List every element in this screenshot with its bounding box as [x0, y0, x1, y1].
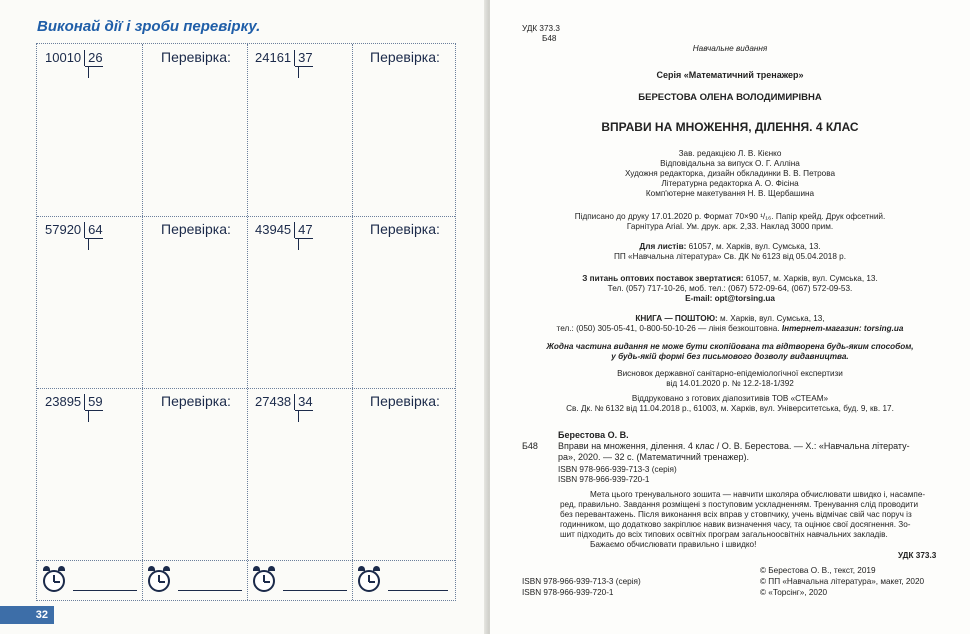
copyright-warning: у будь-якій формі без письмового дозволу видавництва. — [611, 352, 849, 361]
division-problem: 23895 59 — [45, 394, 103, 411]
division-problem: 57920 64 — [45, 222, 103, 239]
right-page — [490, 0, 970, 634]
copyright-warning: Жодна частина видання не може бути скопійована та відтворена будь-яким способом, — [546, 342, 914, 351]
check-label: Перевірка: — [161, 221, 231, 237]
exercise-grid — [36, 43, 456, 601]
alarm-clock-icon — [253, 566, 353, 596]
annotation: шит підходить до всіх типових освітніх програм загальноосвітніх навчальних закладів. — [560, 530, 888, 539]
phones: Тел. (057) 717-10-26, моб. тел.: (067) 572-09-64, (067) 572-09-53. — [607, 284, 853, 293]
annotation: ред, правильно. Завдання розміщені з поступовим ускладненням. Тренування слід проводити — [560, 500, 919, 509]
grid-divider — [247, 44, 248, 600]
udk-bottom: УДК 373.3 — [898, 551, 937, 560]
mail-order: КНИГА — ПОШТОЮ: м. Харків, вул. Сумська, 13, — [635, 314, 825, 323]
credit-line: Зав. редакцією Л. В. Кієнко — [678, 149, 782, 158]
check-label: Перевірка: — [370, 49, 440, 65]
time-answer-line[interactable] — [388, 590, 448, 591]
copyright-line: © ПП «Навчальна література», макет, 2020 — [760, 577, 925, 586]
check-label: Перевірка: — [370, 393, 440, 409]
grid-divider — [37, 388, 455, 389]
alarm-clock-icon — [148, 566, 248, 596]
annotation: годинником, що додатково закріплює навик визначення часу, та оцінює свої досягнення. Зо- — [560, 520, 911, 529]
grid-divider — [37, 216, 455, 217]
annotation: без перевантажень. Після виконання всіх вправ у стовпчику, учень відмічає свій час поруч із — [560, 510, 912, 519]
isbn-book-bottom: ISBN 978-966-939-720-1 — [522, 588, 614, 597]
division-problem: 27438 34 — [255, 394, 313, 411]
time-answer-line[interactable] — [178, 590, 242, 591]
letters-address: Для листів: 61057, м. Харків, вул. Сумська, 13. — [639, 242, 821, 251]
isbn-book: ISBN 978-966-939-720-1 — [558, 475, 650, 484]
printing-info: Віддруковано з готових діапозитивів ТОВ «СТЕАМ» — [631, 394, 829, 403]
book-title: ВПРАВИ НА МНОЖЕННЯ, ДІЛЕННЯ. 4 КЛАС — [601, 120, 859, 134]
page-number: 32 — [0, 606, 54, 624]
annotation: Мета цього тренувального зошита — навчити школяра обчислювати швидко і, насампе- — [590, 490, 926, 499]
series-title: Серія «Математичний тренажер» — [656, 70, 804, 80]
credit-line: Літературна редакторка А. О. Фісіна — [661, 179, 799, 188]
division-problem: 43945 47 — [255, 222, 313, 239]
print-info: Підписано до друку 17.01.2020 р. Формат 70×90 ¹/₁₆. Папір крейд. Друк офсетний. — [574, 212, 886, 221]
grid-divider — [37, 560, 455, 561]
check-label: Перевірка: — [161, 393, 231, 409]
catalog-author: Берестова О. В. — [558, 430, 629, 440]
sanitary-info: від 14.01.2020 р. № 12.2-18-1/392 — [666, 379, 794, 388]
wholesale-contact: З питань оптових поставок звертатися: 61057, м. Харків, вул. Сумська, 13. — [582, 274, 878, 283]
check-label: Перевірка: — [161, 49, 231, 65]
credit-line: Художня редакторка, дизайн обкладинки В. В. Петрова — [624, 169, 836, 178]
division-problem: 10010 26 — [45, 50, 103, 67]
copyright-line: © «Торсінг», 2020 — [760, 588, 828, 597]
alarm-clock-icon — [43, 566, 143, 596]
alarm-clock-icon — [358, 566, 454, 596]
mail-phones: тел.: (050) 305-05-41, 0-800-50-10-26 — лінія безкоштовна. Інтернет-магазин: torsing.ua — [556, 324, 904, 333]
grid-divider — [352, 44, 353, 600]
author-name: БЕРЕСТОВА ОЛЕНА ВОЛОДИМИРІВНА — [638, 92, 822, 103]
print-info: Гарнітура Arial. Ум. друк. арк. 2,33. Наклад 3000 прим. — [626, 222, 834, 231]
publisher-line: ПП «Навчальна література» Св. ДК № 6123 від 05.04.2018 р. — [613, 252, 847, 261]
credit-line: Комп'ютерне макетування Н. В. Щербашина — [645, 189, 815, 198]
sanitary-info: Висновок державної санітарно-епідеміологічної експертизи — [617, 369, 843, 378]
check-label: Перевірка: — [370, 221, 440, 237]
annotation: Бажаємо обчислювати правильно і швидко! — [590, 540, 757, 549]
email-link[interactable]: E-mail: opt@torsing.ua — [685, 294, 775, 303]
time-answer-line[interactable] — [73, 590, 137, 591]
catalog-code-bottom: Б48 — [522, 441, 538, 451]
edition-type: Навчальне видання — [692, 44, 768, 53]
isbn-series: ISBN 978-966-939-713-3 (серія) — [558, 465, 677, 474]
credit-line: Відповідальна за випуск О. Г. Алліна — [660, 159, 800, 168]
catalog-code: Б48 — [542, 34, 557, 43]
printing-info: Св. Дк. № 6132 від 11.04.2018 р., 61003, м. Харків, вул. Університетська, буд. 9, кв. 17. — [566, 404, 894, 413]
udk-code: УДК 373.3 — [522, 24, 560, 33]
catalog-entry: ра», 2020. — 32 с. (Математичний тренажер). — [558, 452, 749, 462]
grid-divider — [142, 44, 143, 600]
time-answer-line[interactable] — [283, 590, 347, 591]
division-problem: 24161 37 — [255, 50, 313, 67]
catalog-entry: Вправи на множення, ділення. 4 клас / О. В. Берестова. — Х.: «Навчальна літерату- — [558, 441, 910, 451]
instruction-heading: Виконай дії і зроби перевірку. — [37, 18, 261, 35]
isbn-series-bottom: ISBN 978-966-939-713-3 (серія) — [522, 577, 641, 586]
copyright-line: © Берестова О. В., текст, 2019 — [760, 566, 876, 575]
